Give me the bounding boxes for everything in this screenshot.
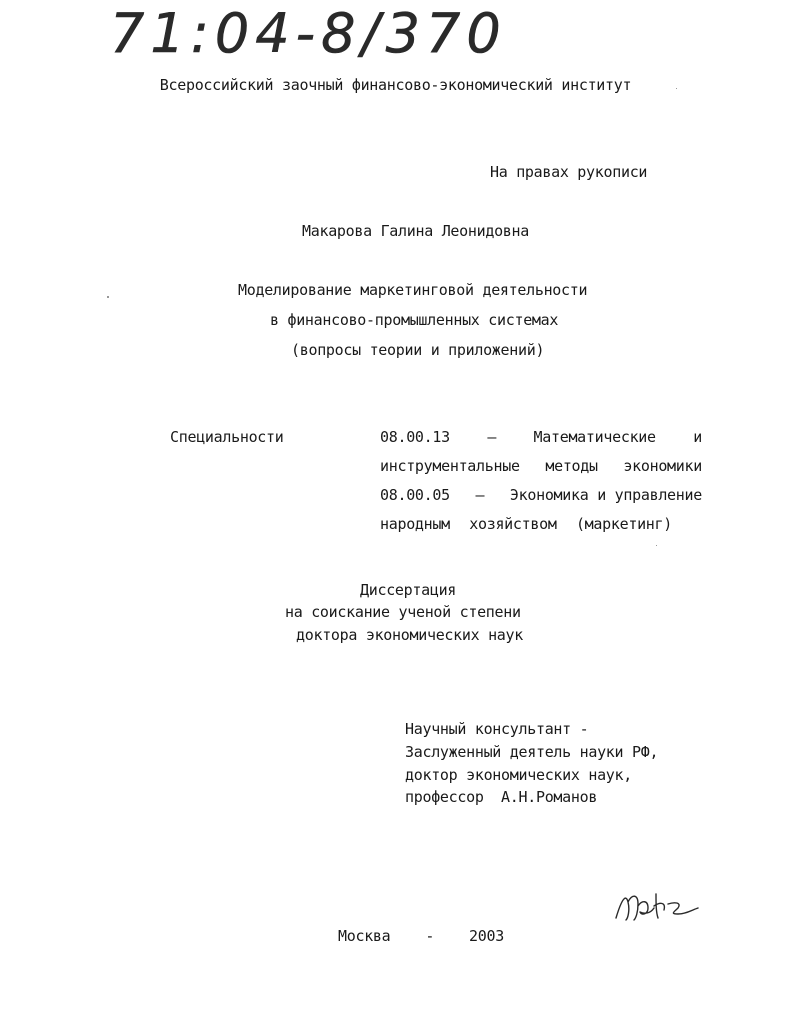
specialty-word: хозяйством xyxy=(469,515,557,533)
specialty-code-2: 08.00.05 xyxy=(380,486,450,504)
advisor-line-4: профессор А.Н.Романов xyxy=(405,788,598,806)
specialty-code-1: 08.00.13 xyxy=(380,428,450,446)
specialty-row-4 xyxy=(380,515,672,533)
dissertation-line-1: Диссертация xyxy=(360,581,457,599)
specialty-word: народным xyxy=(380,515,450,533)
stamp-number-text: 71:04-8/370 xyxy=(110,2,507,62)
author-name: Макарова Галина Леонидовна xyxy=(302,222,530,240)
year: 2003 xyxy=(469,927,504,945)
specialty-word: (маркетинг) xyxy=(575,515,672,533)
specialty-word: Математические xyxy=(533,428,656,446)
title-line-3: (вопросы теории и приложений) xyxy=(291,341,545,359)
specialty-word: Экономика и управление xyxy=(509,486,702,504)
dissertation-line-3: доктора экономических наук xyxy=(296,626,524,644)
advisor-line-1: Научный консультант - xyxy=(405,720,589,738)
specialty-word: и xyxy=(693,428,702,446)
manuscript-note: На правах рукописи xyxy=(490,163,648,181)
specialty-dash-2: – xyxy=(475,486,485,504)
title-line-2: в финансово-промышленных системах xyxy=(270,311,559,329)
scan-speck xyxy=(656,545,657,546)
specialty-word: методы xyxy=(545,457,598,475)
specialty-row-3 xyxy=(380,486,702,504)
specialty-dash-1: – xyxy=(487,428,497,446)
scan-speck xyxy=(676,88,677,89)
title-line-1: Моделирование маркетинговой деятельности xyxy=(238,281,588,299)
specialty-row-1 xyxy=(380,428,702,446)
specialty-word: экономики xyxy=(623,457,702,475)
specialty-word: инструментальные xyxy=(380,457,520,475)
handwritten-archive-number xyxy=(110,2,510,62)
city: Москва xyxy=(338,927,391,945)
advisor-line-3: доктор экономических наук, xyxy=(405,766,633,784)
city-year xyxy=(338,927,504,945)
city-year-dash: - xyxy=(425,927,435,945)
scan-speck xyxy=(107,296,109,298)
institution-name: Всероссийский заочный финансово-экономический институт xyxy=(159,76,632,94)
advisor-line-2: Заслуженный деятель науки РФ, xyxy=(405,743,659,761)
dissertation-line-2: на соискание ученой степени xyxy=(285,603,521,621)
handwritten-signature xyxy=(612,888,702,928)
specialties-label: Специальности xyxy=(170,428,284,446)
specialty-row-2 xyxy=(380,457,702,475)
